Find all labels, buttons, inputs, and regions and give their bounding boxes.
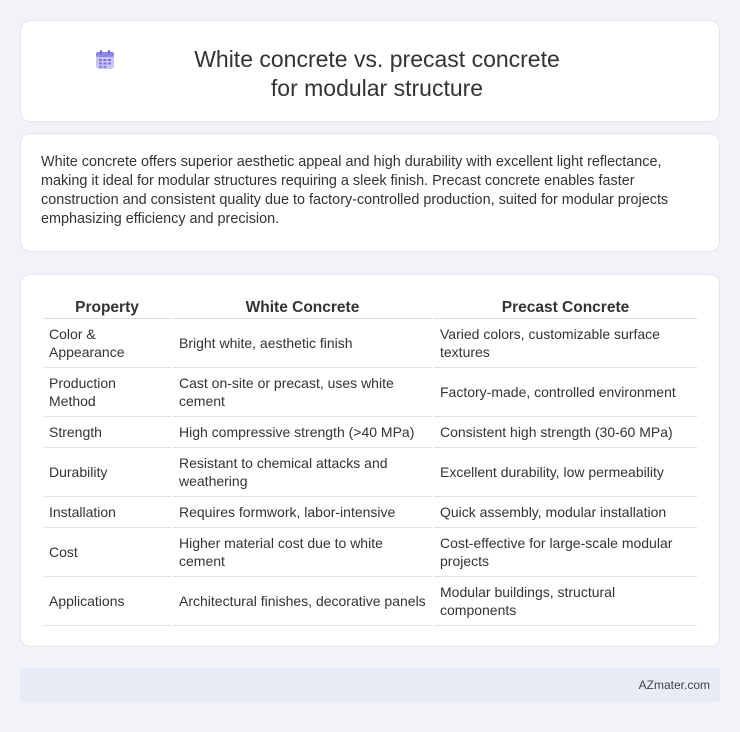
row-white-value: Bright white, aesthetic finish	[173, 319, 432, 368]
table-row	[43, 448, 697, 497]
row-white-value: Higher material cost due to white cement	[173, 528, 432, 577]
row-property: Installation	[43, 497, 171, 528]
row-precast-value: Excellent durability, low permeability	[434, 448, 697, 497]
table-header-row	[43, 295, 697, 319]
row-precast-value: Varied colors, customizable surface textures	[434, 319, 697, 368]
row-property: Applications	[43, 577, 171, 626]
row-white-value: High compressive strength (>40 MPa)	[173, 417, 432, 448]
row-precast-value: Cost-effective for large-scale modular projects	[434, 528, 697, 577]
comparison-table	[41, 295, 699, 626]
footer-brand[interactable]: AZmater.com	[638, 678, 710, 692]
row-property: Cost	[43, 528, 171, 577]
table-row	[43, 319, 697, 368]
row-precast-value: Consistent high strength (30-60 MPa)	[434, 417, 697, 448]
summary-card	[20, 133, 720, 252]
comparison-table-card	[20, 274, 720, 647]
row-white-value: Architectural finishes, decorative panels	[173, 577, 432, 626]
table-row	[43, 577, 697, 626]
footer	[20, 668, 720, 702]
row-white-value: Cast on-site or precast, uses white cement	[173, 368, 432, 417]
row-white-value: Requires formwork, labor-intensive	[173, 497, 432, 528]
summary-text: White concrete offers superior aesthetic appeal and high durability with excellent light reflectance, making it ideal for modular structures requiring a sleek finish. Precast concrete enables faster construction and consistent quality due to factory-controlled production, suited for modular projects emphasizing efficiency and precision.	[41, 154, 669, 227]
page-title: White concrete vs. precast concrete for modular structure	[194, 46, 560, 101]
table-row	[43, 528, 697, 577]
header-white-concrete: White Concrete	[173, 295, 432, 319]
title-card	[20, 20, 720, 122]
row-property: Color & Appearance	[43, 319, 171, 368]
row-precast-value: Factory-made, controlled environment	[434, 368, 697, 417]
table-row	[43, 497, 697, 528]
row-precast-value: Quick assembly, modular installation	[434, 497, 697, 528]
row-property: Strength	[43, 417, 171, 448]
table-row	[43, 368, 697, 417]
row-white-value: Resistant to chemical attacks and weathering	[173, 448, 432, 497]
header-precast-concrete: Precast Concrete	[434, 295, 697, 319]
row-precast-value: Modular buildings, structural components	[434, 577, 697, 626]
table-row	[43, 417, 697, 448]
header-property: Property	[43, 295, 171, 319]
row-property: Production Method	[43, 368, 171, 417]
row-property: Durability	[43, 448, 171, 497]
